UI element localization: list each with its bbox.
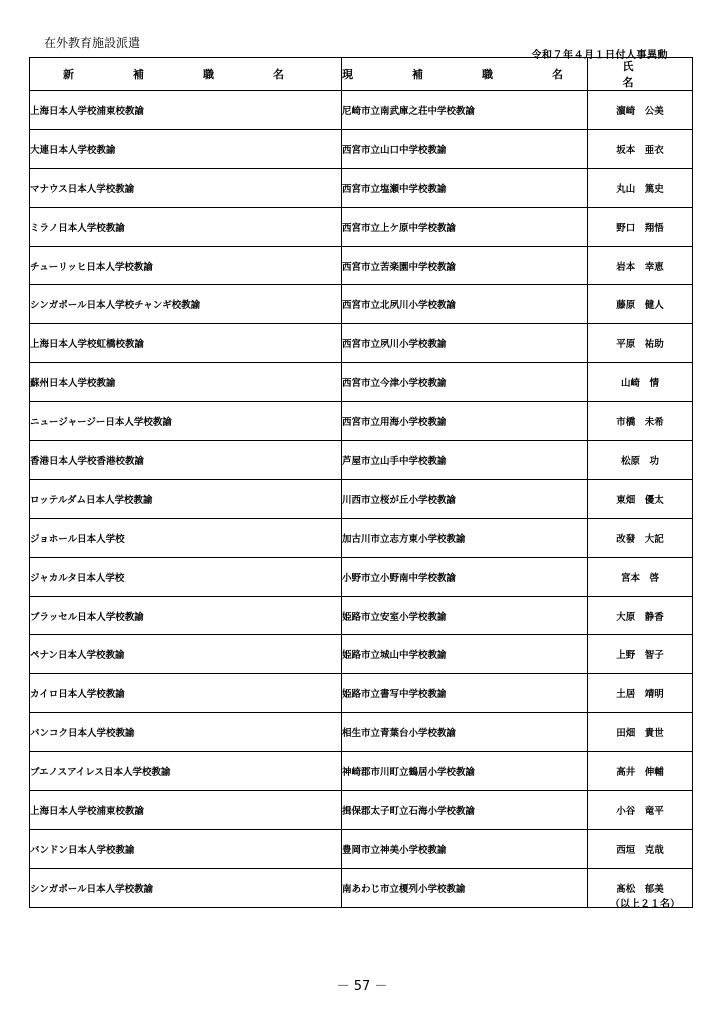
table-row [30,129,693,168]
new-position-cell: チューリッヒ日本人学校教諭 [30,246,342,285]
new-position-cell: ペナン日本人学校教諭 [30,635,342,674]
new-position-cell: バンコク日本人学校教諭 [30,713,342,752]
current-position-cell: 西宮市立苦楽園中学校教諭 [342,246,588,285]
current-position-cell: 姫路市立書写中学校教諭 [342,674,588,713]
table-row [30,441,693,480]
new-position-cell: シンガポール日本人学校チャンギ校教諭 [30,285,342,324]
new-position-cell: ブラッセル日本人学校教諭 [30,596,342,635]
name-cell: 高井 伸輔 [588,752,693,791]
table-row [30,596,693,635]
table-row [30,791,693,830]
current-position-cell: 西宮市立山口中学校教諭 [342,129,588,168]
new-position-cell: 上海日本人学校浦東校教諭 [30,91,342,130]
current-position-cell: 神崎郡市川町立鶴居小学校教諭 [342,752,588,791]
new-position-cell: 香港日本人学校香港校教諭 [30,441,342,480]
header-new-position: 新 補 職 名 [30,58,342,91]
header-current-position: 現 補 職 名 [342,58,588,91]
current-position-cell: 加古川市立志方東小学校教諭 [342,518,588,557]
effective-date: 令和７年４月１日付人事異動 [531,50,668,61]
table-row [30,246,693,285]
name-cell: 大原 静香 [588,596,693,635]
table-row [30,868,693,907]
table-row [30,829,693,868]
name-cell: 小谷 竜平 [588,791,693,830]
new-position-cell: ブエノスアイレス日本人学校教諭 [30,752,342,791]
table-row [30,479,693,518]
name-cell: 宮本 啓 [588,557,693,596]
name-cell: 髙松 郁美 [588,868,693,907]
table-row [30,91,693,130]
new-position-cell: ミラノ日本人学校教諭 [30,207,342,246]
current-position-cell: 西宮市立夙川小学校教諭 [342,324,588,363]
current-position-cell: 揖保郡太子町立石海小学校教諭 [342,791,588,830]
current-position-cell: 川西市立桜が丘小学校教諭 [342,479,588,518]
new-position-cell: ジャカルタ日本人学校 [30,557,342,596]
new-position-cell: 大連日本人学校教諭 [30,129,342,168]
name-cell: 東畑 優太 [588,479,693,518]
name-cell: 岩本 幸恵 [588,246,693,285]
new-position-cell: 上海日本人学校浦東校教諭 [30,791,342,830]
table-row [30,713,693,752]
total-count: （以上２１名） [610,899,680,910]
name-cell: 坂本 亜衣 [588,129,693,168]
new-position-cell: 上海日本人学校虹橋校教諭 [30,324,342,363]
current-position-cell: 豊岡市立神美小学校教諭 [342,829,588,868]
name-cell: 田畑 貴世 [588,713,693,752]
table-row [30,557,693,596]
new-position-cell: 蘇州日本人学校教諭 [30,363,342,402]
name-cell: 西垣 克哉 [588,829,693,868]
new-position-cell: シンガポール日本人学校教諭 [30,868,342,907]
current-position-cell: 姫路市立城山中学校教諭 [342,635,588,674]
current-position-cell: 西宮市立北夙川小学校教諭 [342,285,588,324]
name-cell: 濵崎 公美 [588,91,693,130]
current-position-cell: 姫路市立安室小学校教諭 [342,596,588,635]
new-position-cell: バンドン日本人学校教諭 [30,829,342,868]
name-cell: 上野 智子 [588,635,693,674]
name-cell: 平原 祐助 [588,324,693,363]
name-cell: 丸山 篤史 [588,168,693,207]
table-row [30,168,693,207]
table-row [30,285,693,324]
personnel-table [29,57,693,908]
new-position-cell: ロッテルダム日本人学校教諭 [30,479,342,518]
table-row [30,752,693,791]
current-position-cell: 西宮市立今津小学校教諭 [342,363,588,402]
page-number: － 57 － [336,979,388,994]
current-position-cell: 尼崎市立南武庫之荘中学校教諭 [342,91,588,130]
current-position-cell: 相生市立青葉台小学校教諭 [342,713,588,752]
name-cell: 野口 翔悟 [588,207,693,246]
current-position-cell: 南あわじ市立榎列小学校教諭 [342,868,588,907]
name-cell: 土居 靖明 [588,674,693,713]
current-position-cell: 西宮市立用海小学校教諭 [342,402,588,441]
table-row [30,207,693,246]
new-position-cell: マナウス日本人学校教諭 [30,168,342,207]
name-cell: 山崎 情 [588,363,693,402]
table-row [30,402,693,441]
table-row [30,324,693,363]
name-cell: 市橋 未希 [588,402,693,441]
current-position-cell: 西宮市立塩瀬中学校教諭 [342,168,588,207]
name-cell: 藤原 健人 [588,285,693,324]
current-position-cell: 芦屋市立山手中学校教諭 [342,441,588,480]
new-position-cell: カイロ日本人学校教諭 [30,674,342,713]
current-position-cell: 小野市立小野南中学校教諭 [342,557,588,596]
header-name: 氏 名 [588,58,693,91]
table-row [30,518,693,557]
current-position-cell: 西宮市立上ケ原中学校教諭 [342,207,588,246]
name-cell: 松原 功 [588,441,693,480]
name-cell: 改發 大記 [588,518,693,557]
new-position-cell: ジョホール日本人学校 [30,518,342,557]
table-row [30,363,693,402]
table-header-row [30,58,693,91]
table-row [30,635,693,674]
table-row [30,674,693,713]
document-title: 在外教育施設派遣 [44,36,141,50]
new-position-cell: ニュージャージー日本人学校教諭 [30,402,342,441]
